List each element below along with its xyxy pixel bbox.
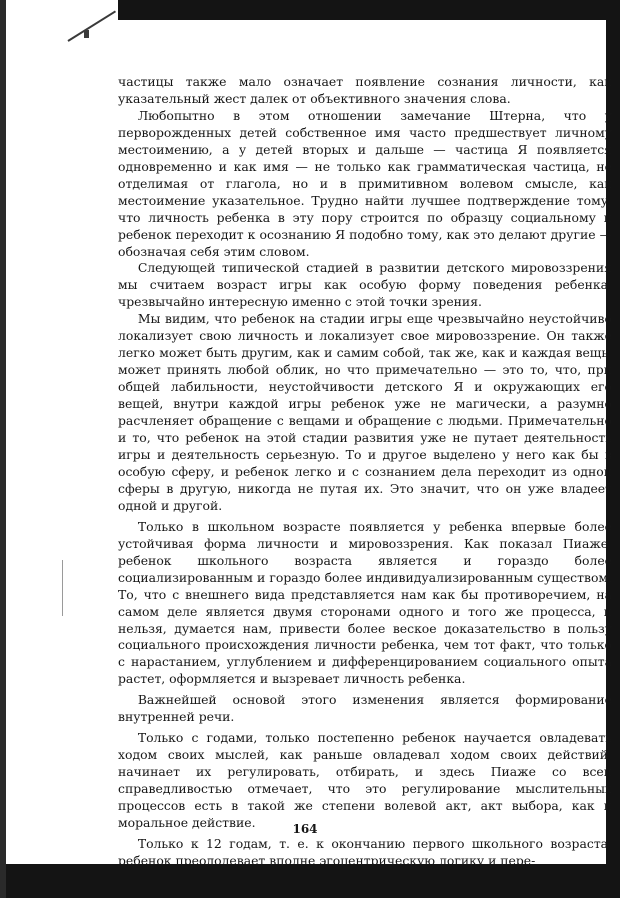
scan-border-top [118, 0, 620, 20]
page-number: 164 [292, 822, 318, 836]
page-body [118, 74, 612, 870]
scan-mark-upper-left [67, 10, 116, 41]
paragraph-6: Важнейшей основой этого изменения является формирование внутренней речи. [118, 692, 612, 725]
paragraph-3: Следующей типической стадией в развитии детского мировоззрения мы считаем возраст игры как особую форму поведения ребенка, чрезвычайно интересную именно с этой точки зрения. [118, 260, 612, 310]
paragraph-7: Только с годами, только постепенно ребенок научается овладевать ходом своих мыслей, как раньше овладевал ходом своих действий, начинает их регулировать, отбирать, и здесь Пиаже со всей справедливостью отмечает, что это регулирование мыслительных процессов есть в такой же степени волевой акт, акт выбора, как и моральное действие. [118, 730, 612, 830]
scan-mark-left-edge [62, 560, 63, 616]
scan-mark-corner [84, 30, 89, 38]
paragraph-8: Только к 12 годам, т. е. к окончанию первого школьного возраста, ребенок преодолевает вполне эгоцентрическую логику и пере- [118, 835, 612, 868]
paragraph-1: частицы также мало означает появление сознания личности, как указательный жест далек от объективного значения слова. [118, 74, 612, 106]
paragraph-5: Только в школьном возрасте появляется у ребенка впервые более устойчивая форма личности и мировоззрения. Как показал Пиаже, ребенок школьного возраста является и гораздо более социализированным и гораздо более индивидуализированным существом. То, что с внешнего вида представляется нам как бы противоречием, на самом деле является двумя сторонами одного и того же процесса, и нельзя, думается нам, привести более веское доказательство в пользу социального происхождения личности ребенка, чем тот факт, что только с нарастанием, углублением и дифференцированием социального опыта растет, оформляется и вызревает личность ребенка. [118, 518, 612, 687]
scan-border-left [0, 0, 6, 898]
paragraph-4: Мы видим, что ребенок на стадии игры еще чрезвычайно неустойчиво локализует свою личность и локализует свое мировоззрение. Он также легко может быть другим, как и самим собой, так же, как и каждая вещь, может принять любой облик, но что примечательно — это то, что, при общей лабильности, неустойчивости детского Я и окружающих его вещей, внутри каждой игры ребенок уже не магически, а разумно расчленяет обращение с вещами и обращение с людьми. Примечательно и то, что ребенок на этой стадии развития уже не путает деятельность игры и деятельность серьезную. То и другое выделено у него как бы в особую сферу, и ребенок легко и с сознанием дела переходит из одной сферы в другую, никогда не путая их. Это значит, что он уже владеет одной и другой. [118, 311, 612, 513]
paragraph-2: Любопытно в этом отношении замечание Штерна, что у перворожденных детей собственное имя часто предшествует личному местоимению, а у детей вторых и дальше — частица Я появляется одновременно и как имя — не только как грамматическая частица, не отделимая от глагола, но и в примитивном волевом смысле, как местоимение указательное. Трудно найти лучшее подтверждение тому, что личность ребенка в эту пору строится по образцу социальному и ребенок переходит к осознанию Я подобно тому, как это делают другие — обозначая себя этим словом. [118, 107, 612, 259]
